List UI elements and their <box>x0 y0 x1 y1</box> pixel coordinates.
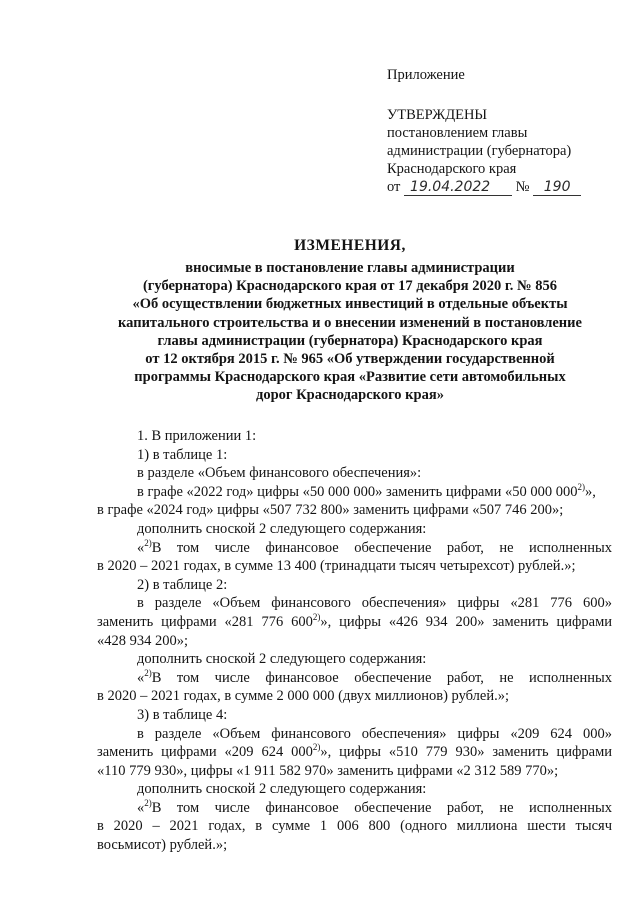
title-line: от 12 октября 2015 г. № 965 «Об утверждении государственной <box>145 351 555 368</box>
body-line <box>97 483 612 502</box>
body-line: в разделе «Объем финансового обеспечения» цифры «209 624 000» <box>137 725 612 742</box>
body-line: «110 779 930», цифры «1 911 582 970» заменить цифрами «2 312 589 770»; <box>97 762 559 779</box>
approval-date-line <box>387 178 627 196</box>
body-line <box>97 613 612 632</box>
footnote-mark: 2) <box>577 481 586 492</box>
document-title <box>60 237 640 405</box>
title-line: капитального строительства и о внесении изменений в постановление <box>118 314 582 331</box>
text-span: « <box>137 539 145 556</box>
text-span: », <box>585 483 596 500</box>
body-line: в разделе «Объем финансового обеспечения» цифры «281 776 600» <box>137 595 612 612</box>
text-span: В том числе финансовое обеспечение работ, не исполненных <box>151 539 612 556</box>
body-line: в 2020 – 2021 годах, в сумме 2 000 000 (двух миллионов) рублей.»; <box>97 688 510 705</box>
text-span: », цифры «426 934 200» заменить цифрами <box>320 613 612 630</box>
handwritten-date: 19.04.2022 <box>404 179 512 196</box>
text-span: заменить цифрами «281 776 600 <box>97 613 313 630</box>
text-span: », цифры «510 779 930» заменить цифрами <box>320 744 612 761</box>
text-span: В том числе финансовое обеспечение работ, не исполненных <box>151 669 612 686</box>
title-line: «Об осуществлении бюджетных инвестиций в отдельные объекты <box>132 296 568 313</box>
body-line <box>97 799 612 818</box>
body-line: 1. В приложении 1: <box>137 428 257 444</box>
approval-line-2: администрации (губернатора) <box>387 143 572 159</box>
body-line: дополнить сноской 2 следующего содержания: <box>137 520 427 537</box>
approval-line-1: постановлением главы <box>387 125 528 141</box>
approval-line-3: Краснодарского края <box>387 161 517 177</box>
body-line: 3) в таблице 4: <box>137 706 228 723</box>
appendix-label: Приложение <box>387 67 465 83</box>
text-span: « <box>137 799 145 816</box>
number-label: № <box>515 179 530 195</box>
body-line <box>97 539 612 558</box>
title-line: главы администрации (губернатора) Краснодарского края <box>157 332 543 349</box>
footnote-mark: 2) <box>312 742 321 753</box>
document-body <box>97 427 612 855</box>
body-line <box>97 669 612 688</box>
body-line: 1) в таблице 1: <box>137 446 228 463</box>
title-line: вносимые в постановление главы администрации <box>185 260 515 276</box>
handwritten-number: 190 <box>533 179 581 196</box>
text-span: « <box>137 669 145 686</box>
body-line: «428 934 200»; <box>97 632 189 649</box>
text-span: В том числе финансовое обеспечение работ, не исполненных <box>151 799 612 816</box>
body-line: в 2020 – 2021 годах, в сумме 13 400 (тринадцати тысяч четырехсот) рублей.»; <box>97 558 576 575</box>
footnote-mark: 2) <box>144 667 152 678</box>
footnote-mark: 2) <box>312 611 321 622</box>
approved-label: УТВЕРЖДЕНЫ <box>387 107 488 123</box>
title-heading: ИЗМЕНЕНИЯ, <box>294 237 406 254</box>
body-line: дополнить сноской 2 следующего содержания: <box>137 781 427 798</box>
from-label: от <box>387 179 401 195</box>
body-line: в разделе «Объем финансового обеспечения»: <box>137 465 422 482</box>
body-line <box>97 743 612 762</box>
footnote-mark: 2) <box>144 537 152 548</box>
text-span: в графе «2022 год» цифры «50 000 000» заменить цифрами «50 000 000 <box>137 483 578 500</box>
text-span: заменить цифрами «209 624 000 <box>97 744 313 761</box>
approval-block <box>387 66 627 196</box>
body-line: в 2020 – 2021 годах, в сумме 1 006 800 (одного миллиона шести тысяч <box>97 818 612 835</box>
body-line: восьмисот) рублей.»; <box>97 837 228 854</box>
title-line: дорог Краснодарского края» <box>256 387 444 404</box>
title-line: программы Краснодарского края «Развитие сети автомобильных <box>134 369 566 386</box>
footnote-mark: 2) <box>144 797 152 808</box>
body-line: 2) в таблице 2: <box>137 576 228 593</box>
title-line: (губернатора) Краснодарского края от 17 декабря 2020 г. № 856 <box>142 278 558 295</box>
body-line: дополнить сноской 2 следующего содержания: <box>137 651 427 668</box>
body-line: в графе «2024 год» цифры «507 732 800» заменить цифрами «507 746 200»; <box>97 502 564 519</box>
